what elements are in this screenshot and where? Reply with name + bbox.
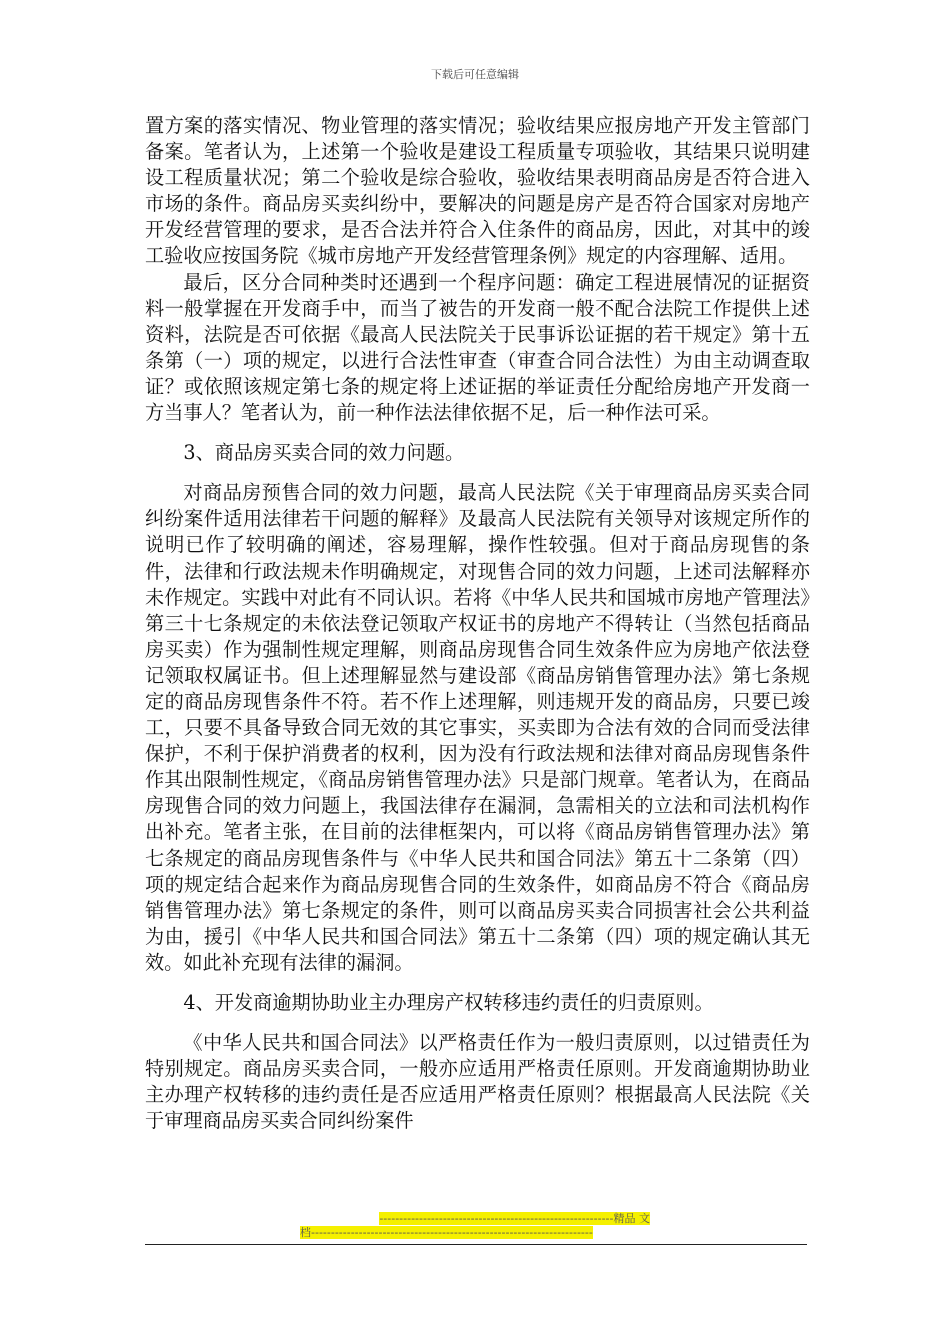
footer-rule [145,1244,807,1245]
paragraph-procedure-issue: 最后，区分合同种类时还遇到一个程序问题：确定工程进展情况的证据资料一般掌握在开发商手中，而当了被告的开发商一般不配合法院工作提供上述资料，法院是否可依据《最高人民法院关于民事诉讼证据的若干规定》第十五条第（一）项的规定，以进行合法性审查（审查合同合法性）为由主动调查取证？或依照该规定第七条的规定将上述证据的举证责任分配给房地产开发商一方当事人？笔者认为，前一种作法法律依据不足，后一种作法可采。 [145,270,810,425]
document-body [145,113,810,1134]
page-header: 下载后可任意编辑 [431,68,519,81]
footer-text-2: 档----------------------------------------------------------------------- [300,1226,593,1239]
section-heading-3: 3、商品房买卖合同的效力问题。 [183,441,465,465]
paragraph-contract-validity: 对商品房预售合同的效力问题，最高人民法院《关于审理商品房买卖合同纠纷案件适用法律若干问题的解释》及最高人民法院有关领导对该规定所作的说明已作了较明确的阐述，容易理解，操作性较强。但对于商品房现售的条件，法律和行政法规未作明确规定，对现售合同的效力问题，上述司法解释亦未作规定。实践中对此有不同认识。若将《中华人民共和国城市房地产管理法》第三十七条规定的未依法登记领取产权证书的房地产不得转让（当然包括商品房买卖）作为强制性规定理解，则商品房现售合同生效条件应为房地产依法登记领取权属证书。但上述理解显然与建设部《商品房销售管理办法》第七条规定的商品房现售条件不符。若不作上述理解，则违规开发的商品房，只要已竣工，只要不具备导致合同无效的其它事实，买卖即为合法有效的合同而受法律保护，不利于保护消费者的权利，因为没有行政法规和法律对商品房现售条件作其出限制性规定，《商品房销售管理办法》只是部门规章。笔者认为，在商品房现售合同的效力问题上，我国法律存在漏洞，急需相关的立法和司法机构作出补充。笔者主张，在目前的法律框架内，可以将《商品房销售管理办法》第七条规定的商品房现售条件与《中华人民共和国合同法》第五十二条第（四）项的规定结合起来作为商品房现售合同的生效条件，如商品房不符合《商品房销售管理办法》第七条规定的条件，则可以商品房买卖合同损害社会公共利益为由，援引《中华人民共和国合同法》第五十二条第（四）项的规定确认其无效。如此补充现有法律的漏洞。 [145,481,810,974]
section-heading-4: 4、开发商逾期协助业主办理房产权转移违约责任的归责原则。 [183,991,714,1014]
paragraph-continuation: 置方案的落实情况、物业管理的落实情况；验收结果应报房地产开发主管部门备案。笔者认为，上述第一个验收是建设工程质量专项验收，其结果只说明建设工程质量状况；第二个验收是综合验收，验收结果表明商品房是否符合进入市场的条件。商品房买卖纠纷中，要解决的问题是房产是否符合国家对房地产开发经营管理的要求，是否合法并符合入住条件的商品房，因此，对其中的竣工验收应按国务院《城市房地产开发经营管理条例》规定的内容理解、适用。 [145,114,810,268]
paragraph-liability-principle: 《中华人民共和国合同法》以严格责任作为一般归责原则，以过错责任为特别规定。商品房买卖合同，一般亦应适用严格责任原则。开发商逾期协助业主办理产权转移的违约责任是否应适用严格责任原则？根据最高人民法院《关于审理商品房买卖合同纠纷案件 [145,1031,810,1133]
footer-text-1: -----------------------------------------------------------精品 文 [379,1212,650,1225]
footer-watermark-line1 [300,1212,650,1225]
footer-watermark-line2 [300,1226,650,1239]
